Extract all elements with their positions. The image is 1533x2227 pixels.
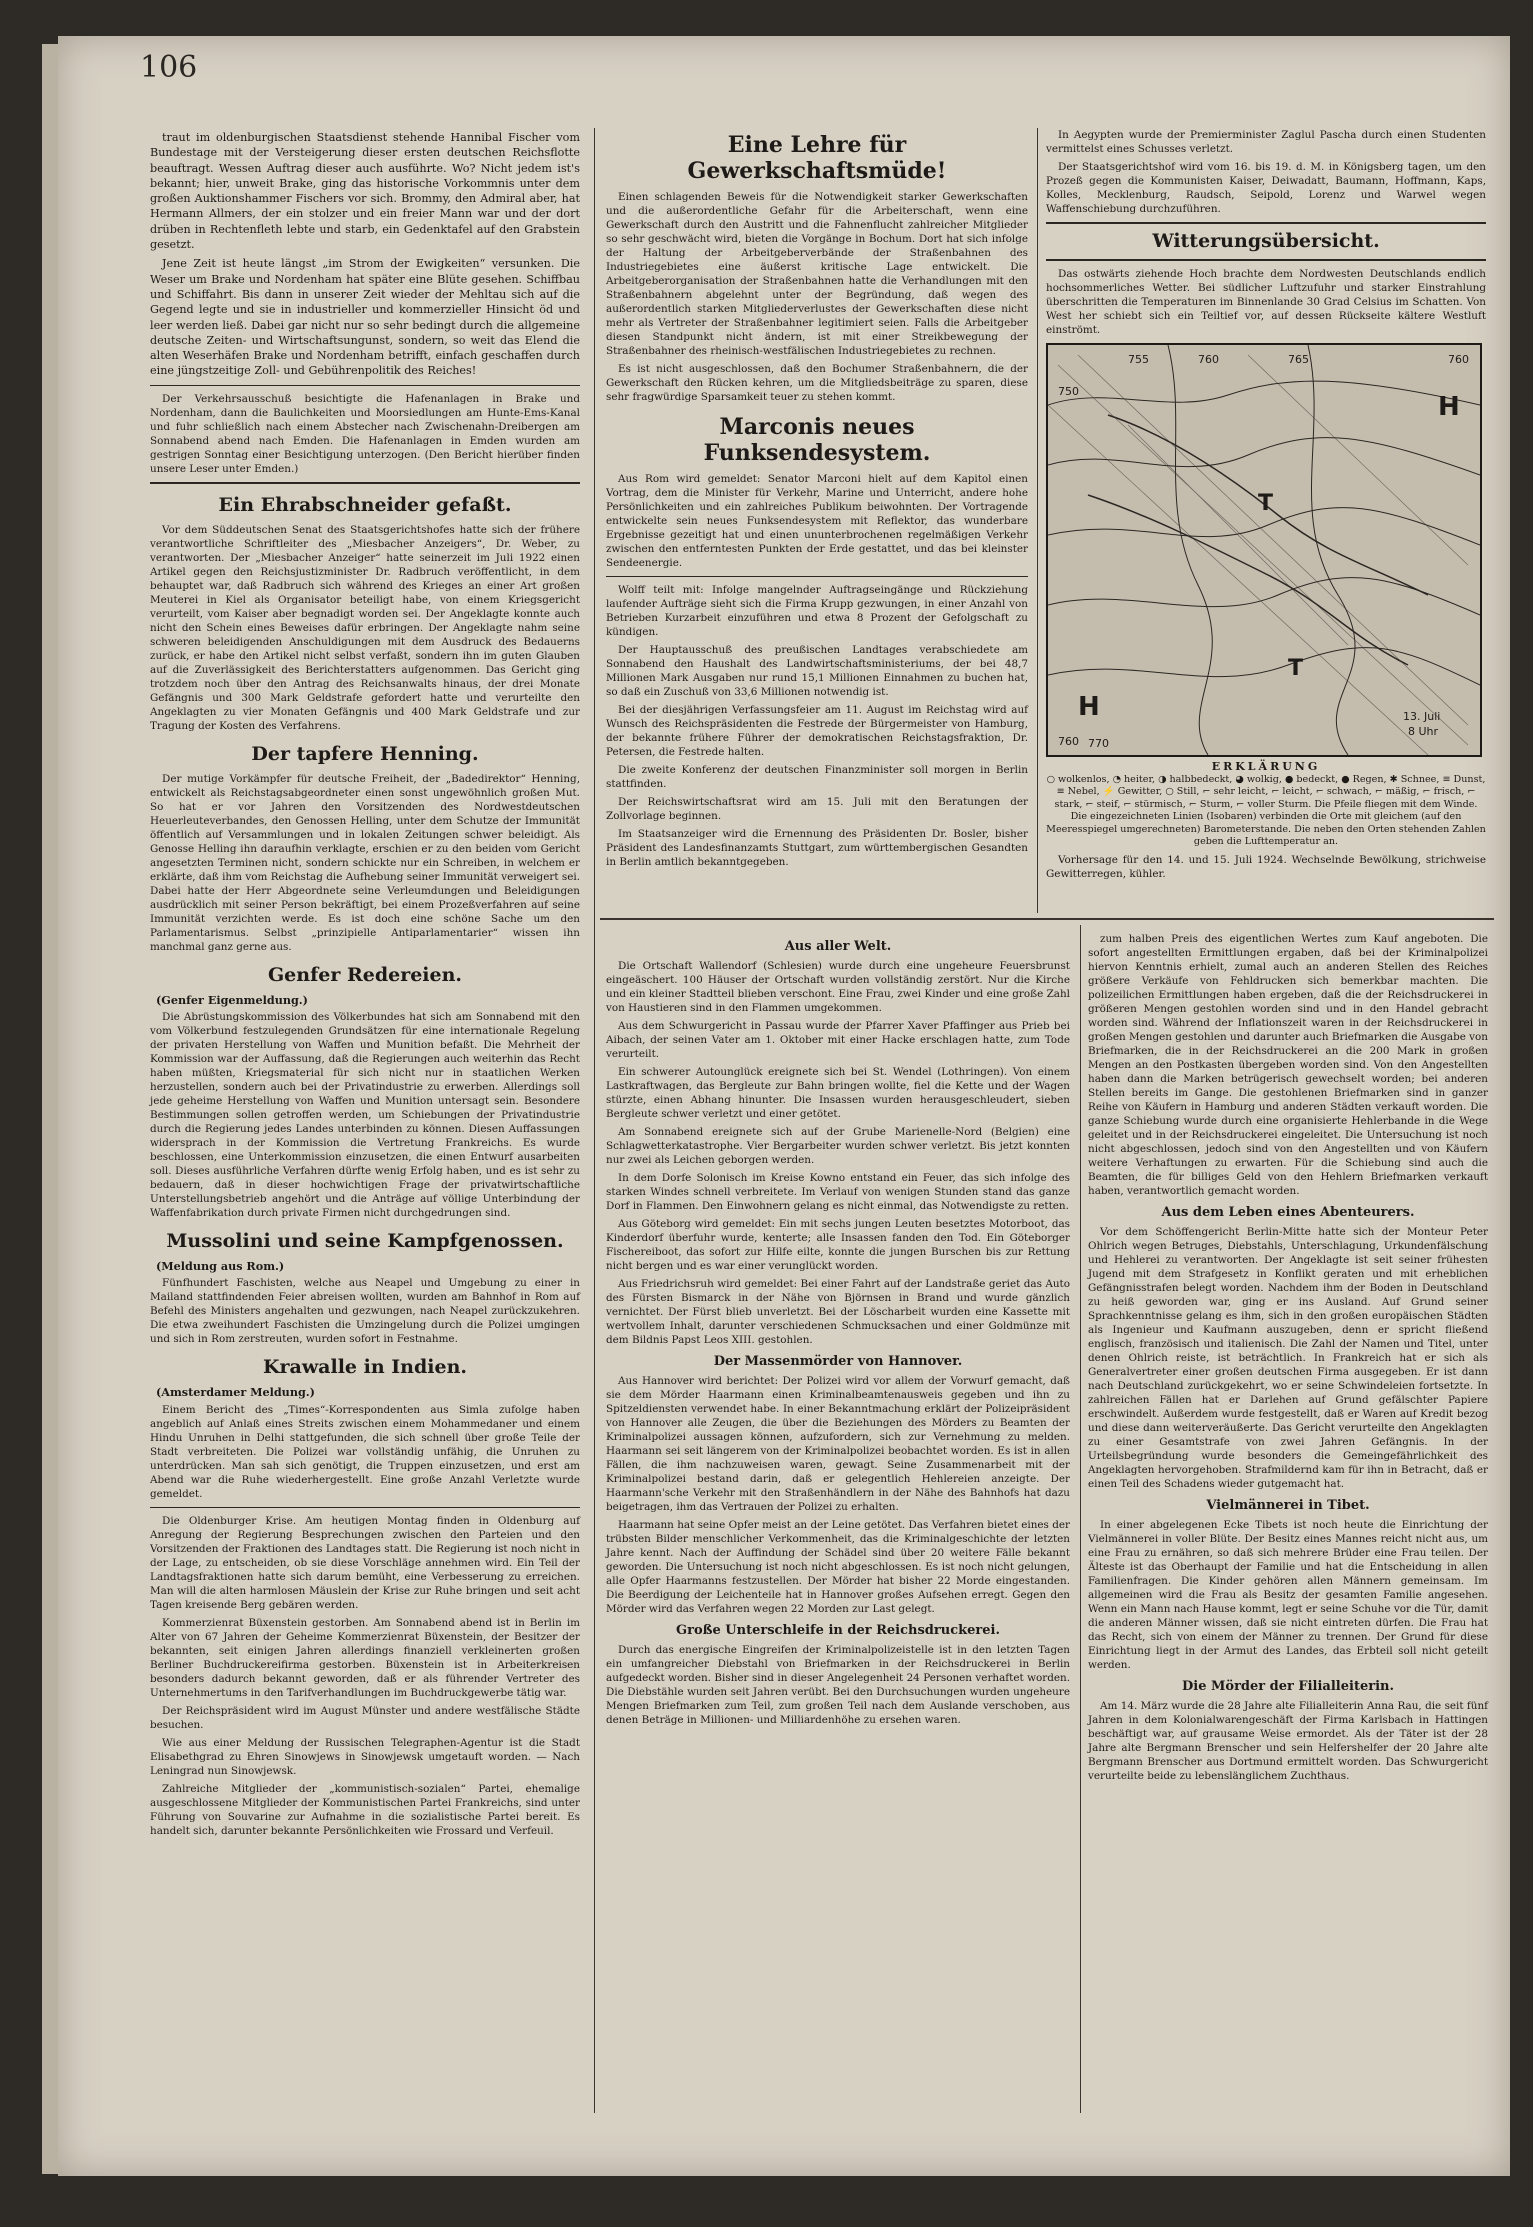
column-right <box>1046 128 1486 885</box>
map-time: 8 Uhr <box>1408 725 1439 738</box>
map-label: 755 <box>1128 353 1149 366</box>
news-item: Kommerzienrat Büxenstein gestorben. Am Sonnabend abend ist in Berlin im Alter von 67 Jahren der Geheime Kommerzienrat Büxenstein, der Besitzer der bekannten, seit einigen Jahren allerdings finanziell verkleinerten großen Berliner Buchdruckereifirma gestorben. Büxenstein ist in Arbeiterkreisen besonders dadurch bekannt geworden, daß er als führender Vertreter des Unternehmertums in den Tarifverhandlungen im Buchdruckgewerbe tätig war. <box>150 1616 580 1699</box>
report-paragraph: Der Verkehrsausschuß besichtigte die Hafenanlagen in Brake und Nordenham, dann die Baulichkeiten und Moorsiedlungen am Hunte-Ems-Kanal und fuhr schließlich nach einem Abstecher nach Zwischenahn-Dreibergen am Sonnabend abend nach Emden. Die Hafenanlagen in Emden wurden am gestrigen Sonntag einer Besichtigung unterzogen. (Den Bericht hierüber finden unsere Leser unter Emden.) <box>150 392 580 475</box>
news-item: Wolff teilt mit: Infolge mangelnder Auftragseingänge und Rückziehung laufender Aufträge sieht sich die Firma Krupp gezwungen, in einer Anzahl von Betrieben Kurzarbeit einzuführen und etwa 8 Prozent der Gefolgschaft zu kündigen. <box>606 584 1028 638</box>
map-label: 760 <box>1058 735 1079 748</box>
news-item: Aus Göteborg wird gemeldet: Ein mit sechs jungen Leuten besetztes Motorboot, das Kinderdorf überfuhr wurde, kenterte; alle Insassen fanden den Tod. Ein Göteborger Fischereiboot, das sofort zur Hilfe eilte, konnte die jungen Burschen bis zur Rettung nicht bergen und es war einer verunglückt worden. <box>606 1218 1070 1272</box>
column-bottom-right <box>1088 932 1488 1787</box>
article-paragraph: Einen schlagenden Beweis für die Notwendigkeit starker Gewerkschaften und die außerordentliche Gefahr für die Arbeiterschaft, wenn eine Gewerkschaft durch den Austritt und die Fahnenflucht zahlreicher Mitglieder so sehr geschwächt wird, bieten die Vorgänge in Bochum. Dort hat sich infolge der Haltung der Arbeitgeberverbände der Straßenbahnen des Industriegebietes eine äußerst kritische Lage entwickelt. Die Arbeitgeberorganisation der Straßenbahnen hatte die Verhandlungen mit den Straßenbahnern abgelehnt unter der Begründung, daß wegen des außerordentlich starken Mitgliederverlustes der Gewerkschaften diese nicht mehr als Vertreter der Straßenbahner legitimiert seien. Falls die Arbeitgeber diesen Standpunkt nicht ändern, ist mit einer Streikbewegung der Straßenbahner des rheinisch-westfälischen Industriegebietes zu rechnen. <box>606 191 1028 357</box>
dateline: (Meldung aus Rom.) <box>156 1259 285 1274</box>
news-item: Wie aus einer Meldung der Russischen Telegraphen-Agentur ist die Stadt Elisabethgrad zu Ehren Sinowjews in Sinowjewsk umgetauft worden. — Nach Leningrad nun Sinowjewsk. <box>150 1736 580 1777</box>
article-paragraph: traut im oldenburgischen Staatsdienst stehende Hannibal Fischer vom Bundestage mit der Versteigerung dieser ersten deutschen Reichsflotte beauftragt. Wessen Auftrag dieser auch ausführte. Wo? Nicht jedem ist's bekannt; hier, unweit Brake, ging das historische Vorkommnis unter dem großen Auktionshammer Fischers vor sich. Brommy, den Admiral aber, hat Hermann Allmers, der ein stolzer und ein freier Mann war und der dort drüben in Rechtenfleth lebte und starb, ein Gedenktafel auf den Grabstein gesetzt. <box>150 131 580 252</box>
headline-vielmaennerei: Vielmännerei in Tibet. <box>1206 1498 1370 1513</box>
headline-abenteurer: Aus dem Leben eines Abenteurers. <box>1161 1205 1415 1220</box>
headline-wetter: Witterungsübersicht. <box>1152 230 1380 252</box>
map-label: 760 <box>1448 353 1469 366</box>
column-divider <box>1037 128 1038 913</box>
article-paragraph: Durch das energische Eingreifen der Kriminalpolizeistelle ist in den letzten Tagen ein umfangreicher Diebstahl von Briefmarken in der Reichsdruckerei in Berlin aufgedeckt worden. Bisher sind in dieser Angelegenheit 24 Personen verhaftet worden. Die Diebstähle wurden seit Jahren verübt. Bei den Durchsuchungen wurden ungeheure Mengen Briefmarken zum Teil, zum großen Teil nach dem Auslande verschoben, aus denen Beträge in Millionen- und Milliardenhöhe zu ersehen waren. <box>606 1644 1070 1726</box>
headline-aus-aller-welt: Aus aller Welt. <box>784 939 892 954</box>
headline-marconi: Marconis neues Funksendesystem. <box>703 414 931 466</box>
article-paragraph: Aus Hannover wird berichtet: Der Polizei wird vor allem der Vorwurf gemacht, daß sie dem Mörder Haarmann einen Kriminalbeamtenausweis gegeben und ihn zu Spitzeldiensten verwendet habe. In einer Bekanntmachung erklärt der Polizeipräsident von Hannover alle Zeugen, die über die Beziehungen des Mörders zu Beamten der Kriminalpolizei aussagen können, aufzufordern, sich zur Vernehmung zu melden. Haarmann sei seit längerem von der Kriminalpolizei beobachtet worden. Es ist in allen Fällen, die ihm nachzuweisen waren, gewagt. Seine Zusammenarbeit mit der Kriminalpolizei bestand darin, daß er gelegentlich Hehlereien anzeigte. Der Haarmann'sche Verkehr mit den Straßenhändlern in der Nähe des Bahnhofs hat dazu beigetragen, ihm das Vertrauen der Polizei zu erhalten. <box>606 1375 1070 1513</box>
map-label: 760 <box>1198 353 1219 366</box>
news-item: Aus Friedrichsruh wird gemeldet: Bei einer Fahrt auf der Landstraße geriet das Auto des Fürsten Bismarck in der Nähe von Björnsen in Brand und wurde gänzlich vernichtet. Der Fürst blieb unverletzt. Bei der Löscharbeit wurden eine Kassette mit wertvollem Inhalt, darunter verschiedenen Schmucksachen und einer Goldmünze mit dem Bildnis Papst Leos XIII. gestohlen. <box>606 1278 1070 1346</box>
map-high-label: H <box>1438 392 1460 422</box>
article-paragraph: zum halben Preis des eigentlichen Wertes zum Kauf angeboten. Die sofort angestellten Ermittlungen ergaben, daß bei der Kriminalpolizei hiervon Kenntnis erhielt, zumal auch an anderen Stellen des Reiches größere Verkäufe von Fehldrucken sich bemerkbar machten. Die polizeilichen Ermittlungen haben ergeben, daß die der Reichsdruckerei in größeren Mengen gestohlen worden sind und in den Handel gebracht worden sind. Während der Inflationszeit waren in der Reichsdruckerei in großen Mengen gestohlen und darunter auch Briefmarken die Ausgabe von Briefmarken, die in der Reichsdruckerei an die 200 Mark in großen Mengen an den Postkasten übergeben worden sind. Von den Angestellten haben dann die Marken betrügerisch gewechselt worden; bei anderen Stellen bereits im Gange. Die gestohlenen Briefmarken sind in ganzer Reihe von Käufern in Hamburg und anderen Städten verkauft worden. Die ganze Schiebung wurde durch eine organisierte Hehlerbande in die Wege geleitet und in der Reichsdruckerei eingeleitet. Die Untersuchung ist noch nicht abgeschlossen, jedoch sind von den Angestellten und von Käufern weitere Verhaftungen zu erwarten. Für die Schiebung sind auch die Beamten, die für billiges Geld von den Hehlern Briefmarken verkauft haben, verantwortlich gemacht worden. <box>1088 933 1488 1197</box>
column-divider <box>594 128 595 2113</box>
news-item: Der Reichswirtschaftsrat wird am 15. Juli mit den Beratungen der Zollvorlage beginnen. <box>606 796 1028 822</box>
divider <box>150 385 580 386</box>
news-item: In dem Dorfe Solonisch im Kreise Kowno entstand ein Feuer, das sich infolge des starken Windes schnell verbreitete. Im Verlauf von wenigen Stunden stand das ganze Dorf in Flammen. Den Einwohnern gelang es nicht einmal, das Notwendigste zu retten. <box>606 1172 1070 1212</box>
news-item: Die Oldenburger Krise. Am heutigen Montag finden in Oldenburg auf Anregung der Regierung Besprechungen zwischen den Parteien und den Vorsitzenden der Fraktionen des Landtages statt. Die Regierung ist noch nicht in der Lage, zu entscheiden, ob sie diese Vorschläge annehmen wird. Ein Teil der Landtagsfraktionen hatte sich darum bemüht, eine Verbesserung zu erreichen. Man will die alten harmlosen Mäuslein der Krise zur Ruhe bringen und seit acht Tagen kreisende Berg gebären werden. <box>150 1514 580 1611</box>
headline-massenmoerder: Der Massenmörder von Hannover. <box>713 1354 963 1369</box>
article-paragraph: Es ist nicht ausgeschlossen, daß den Bochumer Straßenbahnern, die der Gewerkschaft den Rücken kehren, um die Mitgliedsbeiträge zu sparen, diese sehr fragwürdige Sparsamkeit teuer zu stehen kommt. <box>606 363 1028 403</box>
article-paragraph: Einem Bericht des „Times“-Korrespondenten aus Simla zufolge haben angeblich auf Anlaß eines Streits zwischen einem Mohammedaner und einem Hindu Unruhen in Delhi stattgefunden, die sich schnell über große Teile der Stadt verbreiteten. Die Polizei war vollständig unfähig, die Unruhen zu unterdrücken. Man sah sich genötigt, die Truppen einzusetzen, und erst am Abend war die Ruhe wiederhergestellt. Eine große Anzahl Verletzte wurde gemeldet. <box>150 1403 580 1500</box>
divider <box>150 482 580 484</box>
map-label: 750 <box>1058 385 1079 398</box>
map-legend <box>1046 761 1486 849</box>
news-item: Bei der diesjährigen Verfassungsfeier am 11. August im Reichstag wird auf Wunsch des Reichspräsidenten die Festrede der Bürgermeister von Hamburg, der bekannte frühere Führer der demokratischen Reichstagsfraktion, Dr. Petersen, die Festrede halten. <box>606 704 1028 758</box>
column-middle <box>606 130 1028 873</box>
article-paragraph: Fünfhundert Faschisten, welche aus Neapel und Umgebung zu einer in Mailand stattfindenden Feier abreisen wollten, wurden am Bahnhof in Rom auf Befehl des Ministers angehalten und gezwungen, nach Neapel zurückzukehren. Die etwa zweihundert Faschisten die Umzingelung durch die Polizei umgingen und sich in Rom zerstreuten, wurden sofort in Festnahme. <box>150 1277 580 1346</box>
column-divider <box>1080 925 1081 2113</box>
map-label: 770 <box>1088 737 1109 750</box>
map-low-label: T <box>1288 656 1304 681</box>
news-item: Aus dem Schwurgericht in Passau wurde der Pfarrer Xaver Pfaffinger aus Prieb bei Aibach, der seinen Vater am 1. Oktober mit einer Hacke erschlagen hatte, zum Tode verurteilt. <box>606 1020 1070 1060</box>
headline-krawalle: Krawalle in Indien. <box>262 1356 467 1379</box>
news-item: Im Staatsanzeiger wird die Ernennung des Präsidenten Dr. Bosler, bisher Präsident des Landesfinanzamts Stuttgart, zum württembergischen Gesandten in Berlin amtlich bekanntgegeben. <box>606 828 1028 868</box>
headline-henning: Der tapfere Henning. <box>251 742 479 765</box>
isobar-map-svg <box>1048 345 1480 755</box>
news-item: Der Staatsgerichtshof wird vom 16. bis 19. d. M. in Königsberg tagen, um den Prozeß gegen die Kommunisten Kaiser, Deiwadatt, Baumann, Hoffmann, Kaps, Kolles, Mecklenburg, Raudsch, Seipold, Lorenz und Warwel wegen Waffenschiebung durchzuführen. <box>1046 161 1486 215</box>
legend-text: ○ wolkenlos, ◔ heiter, ◑ halbbedeckt, ◕ wolkig, ● bedeckt, ● Regen, ✱ Schnee, ≡ Dunst, ≡ Nebel, ⚡ Gewitter, ○ Still, ⌐ sehr leicht, ⌐ leicht, ⌐ schwach, ⌐ mäßig, ⌐ frisch, ⌐ stark, ⌐ steif, ⌐ stürmisch, ⌐ Sturm, ⌐ voller Sturm. Die Pfeile fliegen mit dem Winde. Die eingezeichneten Linien (Isobaren) verbinden die Orte mit gleichem (auf den Meeresspiegel umgerechneten) Barometerstande. Die neben den Orten stehenden Zahlen geben die Lufttemperatur an. <box>1046 773 1486 847</box>
article-paragraph: Vor dem Schöffengericht Berlin-Mitte hatte sich der Monteur Peter Ohlrich wegen Betruges, Diebstahls, Unterschlagung, Urkundenfälschung und Hehlerei zu verantworten. Der Angeklagte ist seit seiner frühesten Jugend mit dem Strafgesetz in Konflikt geraten und mit erheblichen Gefängnisstrafen belegt worden. Nachdem ihm der Boden in Deutschland zu heiß geworden war, ging er ins Ausland. Auf Grund seiner Sprachkenntnisse gelang es ihm, sich in den großen europäischen Städten als Ingenieur und Kaufmann auszugeben, denn er spricht fließend englisch, französisch und italienisch. Die Zahl der Namen und Titel, unter denen Ohlrich reiste, ist beträchtlich. In Frankreich hat er sich als Generalvertreter einer großen deutschen Firma ausgegeben. Er ist dann nach Deutschland zurückgekehrt, wo er seine Schwindeleien fortsetzte. In zahlreichen Fällen hat er Darlehen auf Grund gefälschter Papiere erschwindelt. Außerdem wurde festgestellt, daß er Waren auf Kredit bezog und diese dann weiterveräußerte. Das Gericht verurteilte den Angeklagten zu einer Gesamtstrafe von zwei Jahren Gefängnis. In der Urteilsbegründung wurde besonders die Gemeingefährlichkeit des Angeklagten hervorgehoben. Strafmildernd kam für ihn in Betracht, daß er einen Teil des Schadens wieder gutgemacht hat. <box>1088 1226 1488 1490</box>
headline-ehrabschneider: Ein Ehrabschneider gefaßt. <box>218 493 512 516</box>
map-high-label: H <box>1078 692 1100 722</box>
headline-lehre: Eine Lehre für Gewerkschaftsmüde! <box>687 132 947 184</box>
divider <box>1046 222 1486 224</box>
article-paragraph: Jene Zeit ist heute längst „im Strom der Ewigkeiten“ versunken. Die Weser um Brake und Nordenham hat später eine Blüte gesehen. Schiffbau und Schiffahrt. Bis dann in unserer Zeit wieder der Mehltau sich auf die Gegend legte und sie in industrieller und kommerzieller Hinsicht öd und leer werden ließ. Dabei gar nicht nur so sehr bedingt durch die allgemeine deutsche Zeiten- und Wirtschaftsungunst, sondern, so weit das Elend die alten Weserhäfen Brake und Nordenham betrifft, einfach geschaffen durch eine jüngstzeitige Zoll- und Gebührenpolitik des Reiches! <box>150 257 580 378</box>
headline-filialleiterin: Die Mörder der Filialleiterin. <box>1182 1679 1394 1694</box>
news-item: Zahlreiche Mitglieder der „kommunistisch-sozialen“ Partei, ehemalige ausgeschlossene Mitglieder der Kommunistischen Partei Frankreichs, sind unter Führung von Souvarine zur Aufnahme in die sozialistische Partei bereit. Es handelt sich, darunter bekannte Persönlichkeiten wie Frossard und Verfeuil. <box>150 1782 580 1837</box>
map-low-label: T <box>1258 491 1274 516</box>
dateline: (Amsterdamer Meldung.) <box>156 1385 315 1400</box>
weather-map <box>1046 343 1482 757</box>
divider <box>150 1507 580 1508</box>
news-item: Am Sonnabend ereignete sich auf der Grube Marienelle-Nord (Belgien) eine Schlagwetterkatastrophe. Vier Bergarbeiter wurden schwer verletzt. Bis jetzt konnten nur zwei als Leichen geborgen werden. <box>606 1126 1070 1166</box>
article-paragraph: Der mutige Vorkämpfer für deutsche Freiheit, der „Badedirektor“ Henning, entwickelt als Reichstagsabgeordneter einen sonst ungewöhnlich großen Mut. So hat er vor Jahren den Vorsitzenden des Nordwestdeutschen Heuerleuteverbandes, den Genossen Helling, unter dem Schutze der Immunität öffentlich auf Versammlungen und in lokalen Zeitungen schwer beleidigt. Als Genosse Helling ihn daraufhin verklagte, erschien er zu den beiden vom Gericht angesetzten Terminen nicht, sondern schickte nur ein Schreiben, in welchem er erklärte, daß ihm vom Reichstag die Aufhebung seiner Immunität verweigert sei. Dabei hatte der Herr Abgeordnete seine Verleumdungen und Beleidigungen ausdrücklich mit seiner Person bekräftigt, bei einem Prozeßverfahren auf seine Immunität verzichten werde. Es ist doch eine schöne Sache um den Parlamentarismus. Selbst „prinzipielle Antiparlamentarier“ wissen ihn manchmal ganz gerne aus. <box>150 772 580 953</box>
news-item: Die Ortschaft Wallendorf (Schlesien) wurde durch eine ungeheure Feuersbrunst eingeäschert. 100 Häuser der Ortschaft wurden vollständig zerstört. Nur die Kirche und ein kleiner Stadtteil blieben verschont. Eine Frau, zwei Kinder und eine große Zahl von Haustieren sind in den Flammen umgekommen. <box>606 960 1070 1014</box>
article-paragraph: Am 14. März wurde die 28 Jahre alte Filialleiterin Anna Rau, die seit fünf Jahren in dem Kolonialwarengeschäft der Firma Karlsbach in Hattingen beschäftigt war, auf grausame Weise ermordet. Als der Täter ist der 28 Jahre alte Bergmann Brenscher und sein Helfershelfer der 20 Jahre alte Bergmann Brenscher aus Dortmund ermittelt worden. Das Schwurgericht verurteilte beide zu lebenslänglichem Zuchthaus. <box>1088 1700 1488 1782</box>
map-date: 13. Juli <box>1403 710 1441 723</box>
divider <box>606 576 1028 577</box>
page-number: 106 <box>140 50 198 85</box>
weather-paragraph: Das ostwärts ziehende Hoch brachte dem Nordwesten Deutschlands endlich hochsommerliches Wetter. Bei südlicher Luftzufuhr und starker Einstrahlung überschritten die Temperaturen im Binnenlande 30 Grad Celsius im Schatten. Von West her schiebt sich ein Teiltief vor, auf dessen Rückseite kältere Westluft einströmt. <box>1046 268 1486 336</box>
news-item: Ein schwerer Autounglück ereignete sich bei St. Wendel (Lothringen). Von einem Lastkraftwagen, das Bergleute zur Bahn bringen wollte, fiel die Kette und der Wagen stürzte, einen Abhang hinunter. Die Insassen wurden herausgeschleudert, sieben Bergleute schwer verletzt und einer getötet. <box>606 1066 1070 1120</box>
divider <box>1046 259 1486 261</box>
forecast: Vorhersage für den 14. und 15. Juli 1924. Wechselnde Bewölkung, strichweise Gewitterregen, kühler. <box>1046 853 1486 880</box>
dateline: (Genfer Eigenmeldung.) <box>156 992 308 1007</box>
news-item: Der Reichspräsident wird im August Münster und andere westfälische Städte besuchen. <box>150 1704 580 1731</box>
section-rule <box>600 918 1494 920</box>
article-paragraph: Aus Rom wird gemeldet: Senator Marconi hielt auf dem Kapitol einen Vortrag, dem die Minister für Verkehr, Marine und Unterricht, andere hohe Persönlichkeiten und ein zahlreiches Publikum beiwohnten. Der Vortragende entwickelte sein neues Funksendesystem mit Reflektor, das wunderbare Ergebnisse gezeitigt hat und einen ununterbrochenen regelmäßigen Verkehr zwischen den entferntesten Punkten der Erde gestattet, und das bei kleinster Sendeenergie. <box>606 473 1028 569</box>
news-item: Der Hauptausschuß des preußischen Landtages verabschiedete am Sonnabend den Haushalt des Landwirtschaftsministeriums, der bei 48,7 Millionen Mark Ausgaben nur rund 15,1 Millionen Einnahmen zu buchen hat, so daß ein Zuschuß von 33,6 Millionen notwendig ist. <box>606 644 1028 698</box>
headline-genfer: Genfer Redereien. <box>267 963 463 986</box>
headline-mussolini: Mussolini und seine Kampfgenossen. <box>166 1230 564 1253</box>
news-item: In Aegypten wurde der Premierminister Zaglul Pascha durch einen Studenten vermittelst eines Schusses verletzt. <box>1046 129 1486 155</box>
headline-reichsdruckerei: Große Unterschleife in der Reichsdruckerei. <box>676 1623 1000 1638</box>
article-paragraph: In einer abgelegenen Ecke Tibets ist noch heute die Einrichtung der Vielmännerei in voller Blüte. Der Besitz eines Mannes reicht nicht aus, um eine Frau zu ernähren, so daß sich mehrere Brüder eine Frau teilen. Der Älteste ist das Oberhaupt der Familie und hat die Entscheidung in allen Familienfragen. Die Kinder gehören allen Männern gemeinsam. Im allgemeinen wird die Frau als Besitz der gesamten Familie angesehen. Wenn ein Mann nach Hause kommt, legt er seine Schuhe vor die Tür, damit die anderen Männer wissen, daß sie nicht eintreten dürfen. Die Frau hat das Recht, sich von einem der Männer zu trennen. Der Grund für diese Einrichtung liegt in der Armut des Landes, das Erbteil soll nicht geteilt werden. <box>1088 1519 1488 1671</box>
article-paragraph: Vor dem Süddeutschen Senat des Staatsgerichtshofes hatte sich der frühere verantwortliche Schriftleiter des „Miesbacher Anzeigers“, Dr. Weber, zu verantworten. Der „Miesbacher Anzeiger“ hatte seinerzeit im Juli 1922 einen Artikel gegen den Reichsjustizminister Dr. Radbruch veröffentlicht, in dem behauptet war, daß Radbruch sich während des Krieges an einer Art großen Meuterei in Kiel als Organisator beteiligt habe, von einem Kriegsgericht verurteilt, vom Kaiser aber begnadigt worden sei. Der Angeklagte konnte auch nicht den Schein eines Beweises dafür erbringen. Der Angeklagte nahm seine schweren beleidigenden Anschuldigungen mit dem Ausdruck des Bedauerns zurück, er habe den Artikel nicht selbst verfaßt, sondern ihn im guten Glauben auf die Zuverlässigkeit des Berichterstatters aufgenommen. Das Gericht ging trotzdem noch über den Antrag des Reichsanwalts hinaus, der drei Monate Gefängnis und 300 Mark Geldstrafe gefordert hatte und verurteilte den Angeklagten zu vier Monaten Gefängnis und 400 Mark Geldstrafe und zur Tragung der Kosten des Verfahrens. <box>150 523 580 732</box>
column-bottom-middle <box>606 932 1070 1731</box>
column-left <box>150 130 580 1842</box>
article-paragraph: Haarmann hat seine Opfer meist an der Leine getötet. Das Verfahren bietet eines der trübsten Bilder menschlicher Verkommenheit, das die Kriminalgeschichte der letzten Jahre kennt. Nach der Auffindung der Schädel sind über 20 weitere Fälle bekannt geworden. Die Untersuchung ist noch nicht abgeschlossen. Es ist noch nicht gelungen, alle Opfer Haarmanns festzustellen. Der Mörder hat bisher 22 Morde eingestanden. Die Beerdigung der Leichenteile hat in Hannover großes Aufsehen erregt. Gegen den Mörder wird das Verfahren wegen 22 Morden zur Last gelegt. <box>606 1519 1070 1615</box>
article-paragraph: Die Abrüstungskommission des Völkerbundes hat sich am Sonnabend mit den vom Völkerbund festzulegenden Grundsätzen für eine internationale Regelung der privaten Herstellung von Waffen und Munition befaßt. Die Mehrheit der Kommission war der Auffassung, daß die Regierungen auch weiterhin das Recht haben müßten, Kriegsmaterial für sich nicht nur in staatlichen Werken herzustellen, sondern auch bei der Privatindustrie zu erwerben. Allerdings soll jede geheime Herstellung von Waffen und Munition untersagt sein. Besondere Bestimmungen sollen getroffen werden, um Schiebungen der Privatindustrie durch die Regierung jedes Landes unterbinden zu können. Diesen Auffassungen widersprach in der Kommission die Vertretung Frankreichs. Es wurde beschlossen, eine Unterkommission einzusetzen, die einen Entwurf ausarbeiten soll. Dieses ausführliche Verfahren dürfte wenig Erfolg haben, und es ist sehr zu bedauern, daß in dieser hochwichtigen Frage der privatwirtschaftliche Unterstellungsbetrieb angehört und die Anträge auf völlige Unterbindung der Waffenfabrikation durch private Firmen nicht durchgedrungen sind. <box>150 1011 580 1220</box>
legend-title: ERKLÄRUNG <box>1211 760 1321 773</box>
map-label: 765 <box>1288 353 1309 366</box>
news-item: Die zweite Konferenz der deutschen Finanzminister soll morgen in Berlin stattfinden. <box>606 764 1028 790</box>
